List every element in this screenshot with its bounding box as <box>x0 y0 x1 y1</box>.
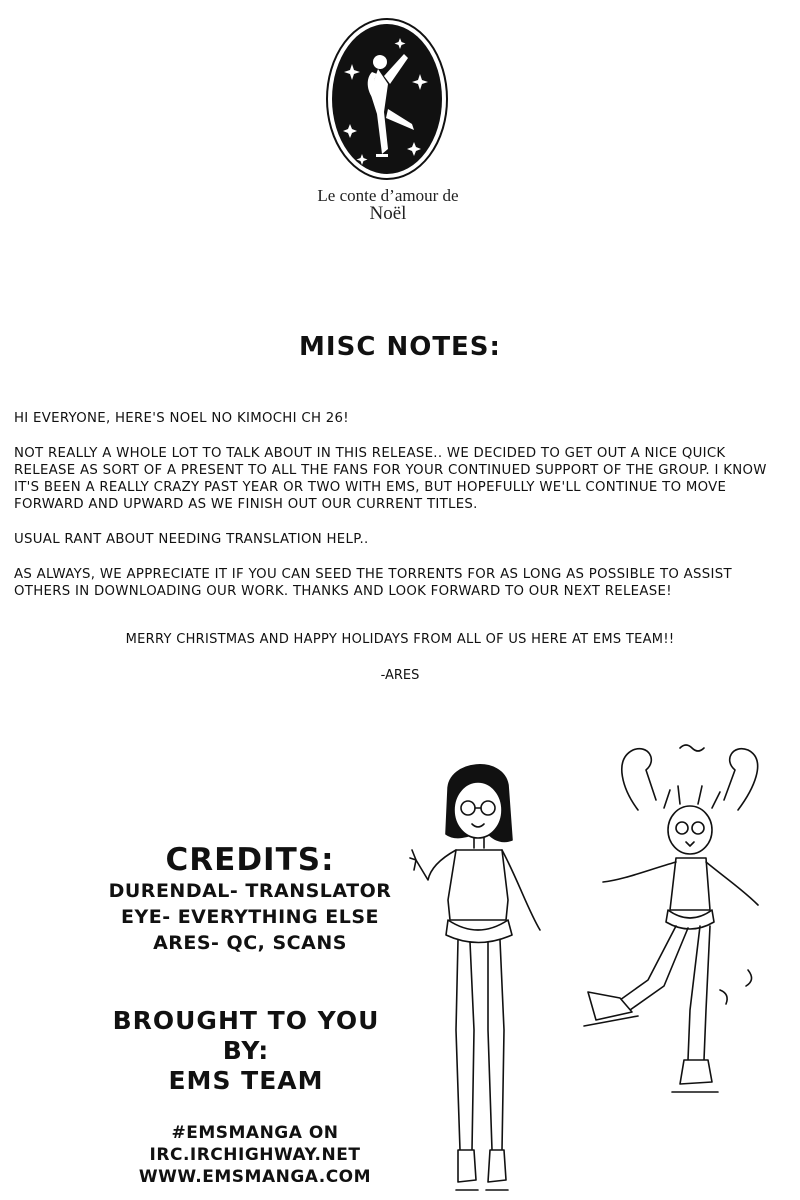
spinning-girl-drawing <box>584 745 758 1092</box>
logo-caption-line1: Le conte d’amour de <box>317 186 459 205</box>
logo-caption-line2: Noël <box>369 203 407 224</box>
brought-line: BY: <box>222 1036 270 1065</box>
irc-server: IRC.IRCHIGHWAY.NET <box>149 1145 361 1165</box>
note-paragraph: AS ALWAYS, WE APPRECIATE IT IF YOU CAN SEED THE TORRENTS FOR AS LONG AS POSSIBLE TO ASSIST OTHERS IN DOWNLOADING OUR WORK. THANKS AND LOOK FORWARD TO OUR NEXT RELEASE! <box>14 567 732 599</box>
skater-logo-icon <box>322 14 452 184</box>
credit-line: ARES- QC, SCANS <box>153 932 347 954</box>
signature: -ARES <box>380 668 420 683</box>
credit-line: EYE- EVERYTHING ELSE <box>120 906 380 928</box>
credits-title: CREDITS: <box>165 842 335 878</box>
note-paragraph: NOT REALLY A WHOLE LOT TO TALK ABOUT IN THIS RELEASE.. WE DECIDED TO GET OUT A NICE QUICK RELEASE AS SORT OF A PRESENT TO ALL THE FANS FOR YOUR CONTINUED SUPPORT OF THE GROUP. I KNOW IT'S BEEN A REALLY CRAZY PAST YEAR OR TWO WITH EMS, BUT HOPEFULLY WE'LL CONTINUE TO MOVE FORWARD AND UPWARD AS WE FINISH OUT OUR CURRENT TITLES. <box>14 446 767 512</box>
brought-line: BROUGHT TO YOU <box>112 1006 380 1035</box>
girl-with-glasses-drawing <box>410 765 540 1190</box>
contact-section <box>110 1122 400 1188</box>
misc-notes-title: MISC NOTES: <box>299 332 501 362</box>
skater-girls-illustration <box>408 730 800 1200</box>
brought-line: EMS TEAM <box>168 1066 324 1095</box>
credit-line: DURENDAL- TRANSLATOR <box>108 880 392 902</box>
irc-channel: #EMSMANGA ON <box>171 1123 339 1143</box>
brought-to-you-section <box>96 1006 396 1096</box>
notes-body <box>14 410 790 618</box>
website-link: WWW.EMSMANGA.COM <box>138 1167 372 1187</box>
closing-message: MERRY CHRISTMAS AND HAPPY HOLIDAYS FROM ALL OF US HERE AT EMS TEAM!! <box>125 632 675 647</box>
note-paragraph: USUAL RANT ABOUT NEEDING TRANSLATION HELP.. <box>14 532 369 547</box>
credits-section <box>100 842 400 956</box>
note-paragraph: HI EVERYONE, HERE'S NOEL NO KIMOCHI CH 26! <box>14 411 349 426</box>
